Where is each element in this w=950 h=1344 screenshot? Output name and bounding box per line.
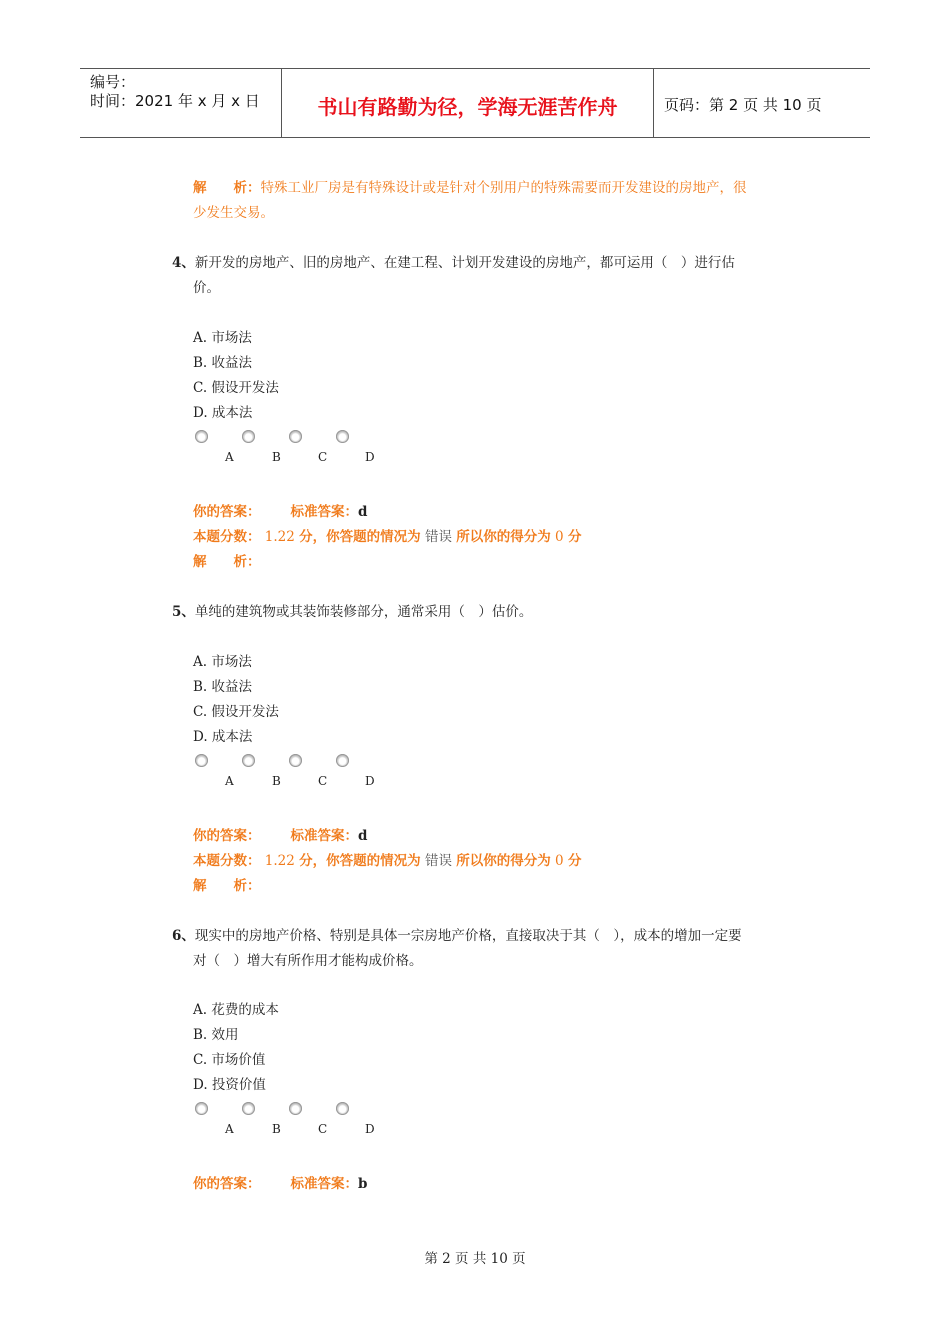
- question-stem: 单纯的建筑物或其装饰装修部分，通常采用（ ）估价。: [194, 604, 533, 620]
- analysis-text: 特殊工业厂房是有特殊设计或是针对个别用户的特殊需要而开发建设的房地产，很: [260, 180, 747, 196]
- question-6-text-cont: 对（ ）增大有所作用才能构成价格。: [193, 953, 423, 969]
- score-mid: 分，你答题的情况为: [299, 529, 421, 545]
- std-answer-value: d: [358, 828, 368, 844]
- option-c: C. 市场价值: [193, 1052, 266, 1068]
- got-value: 0: [555, 529, 564, 545]
- result-value: 错误: [424, 853, 452, 869]
- std-answer-label: 标准答案：: [290, 1176, 358, 1192]
- radio-label-c: C: [318, 774, 328, 788]
- your-answer-label: 你的答案：: [193, 828, 261, 844]
- result-mid: 所以你的得分为: [456, 529, 551, 545]
- score-unit: 分: [567, 529, 582, 545]
- radio-label-d: D: [365, 450, 375, 464]
- option-a: A. 市场法: [193, 654, 252, 670]
- std-answer-value: b: [358, 1176, 368, 1192]
- header-meta: [90, 73, 260, 111]
- radio-label-d: D: [365, 774, 375, 788]
- answer-line: [193, 824, 367, 849]
- time-label: 时间：2021 年 x 月 x 日: [90, 92, 260, 110]
- radio-b[interactable]: [242, 430, 255, 443]
- std-answer-value: d: [358, 504, 368, 520]
- score-label: 本题分数：: [193, 529, 261, 545]
- your-answer-label: 你的答案：: [193, 504, 261, 520]
- result-mid: 所以你的得分为: [456, 853, 551, 869]
- option-c: C. 假设开发法: [193, 704, 279, 720]
- question-number: 6、: [172, 928, 195, 944]
- score-unit: 分: [567, 853, 582, 869]
- radio-label-b: B: [272, 1122, 281, 1136]
- got-value: 0: [555, 853, 564, 869]
- analysis-label: 解 析：: [193, 554, 261, 570]
- score-line: [193, 525, 581, 550]
- radio-label-a: A: [225, 774, 234, 788]
- option-b: B. 效用: [193, 1027, 239, 1043]
- question-5-text: [172, 600, 532, 625]
- header-page-info: 页码：第 2 页 共 10 页: [664, 96, 822, 114]
- question-number: 4、: [172, 255, 195, 271]
- question-4-text-cont: 价。: [193, 280, 220, 296]
- option-d: D. 成本法: [193, 729, 253, 745]
- question-number: 5、: [172, 604, 195, 620]
- question-stem: 现实中的房地产价格、特别是具体一宗房地产价格，直接取决于其（ ），成本的增加一定要: [194, 928, 742, 944]
- page-footer: 第 2 页 共 10 页: [424, 1251, 526, 1267]
- header-divider: [653, 69, 654, 137]
- question-4-text: [172, 251, 735, 276]
- number-label: 编号：: [90, 73, 136, 91]
- option-b: B. 收益法: [193, 679, 253, 695]
- question-6-text: [172, 924, 742, 949]
- score-value: 1.22: [264, 853, 295, 869]
- score-value: 1.22: [264, 529, 295, 545]
- radio-label-b: B: [272, 450, 281, 464]
- prev-analysis-line2: 少发生交易。: [193, 205, 274, 221]
- header-motto: 书山有路勤为径，学海无涯苦作舟: [317, 95, 618, 119]
- radio-label-d: D: [365, 1122, 375, 1136]
- radio-a[interactable]: [195, 754, 208, 767]
- radio-d[interactable]: [336, 1102, 349, 1115]
- score-label: 本题分数：: [193, 853, 261, 869]
- option-a: A. 花费的成本: [193, 1002, 279, 1018]
- option-d: D. 投资价值: [193, 1077, 266, 1093]
- radio-c[interactable]: [289, 430, 302, 443]
- radio-d[interactable]: [336, 754, 349, 767]
- page-header: [80, 68, 870, 138]
- radio-d[interactable]: [336, 430, 349, 443]
- radio-label-c: C: [318, 1122, 328, 1136]
- answer-line: [193, 500, 367, 525]
- option-c: C. 假设开发法: [193, 380, 279, 396]
- radio-label-b: B: [272, 774, 281, 788]
- option-a: A. 市场法: [193, 330, 252, 346]
- question-stem: 新开发的房地产、旧的房地产、在建工程、计划开发建设的房地产，都可运用（ ）进行估: [194, 255, 735, 271]
- radio-c[interactable]: [289, 754, 302, 767]
- radio-b[interactable]: [242, 1102, 255, 1115]
- radio-a[interactable]: [195, 1102, 208, 1115]
- analysis-label: 解 析：: [193, 180, 261, 196]
- radio-label-a: A: [225, 1122, 234, 1136]
- radio-b[interactable]: [242, 754, 255, 767]
- answer-line: [193, 1172, 367, 1197]
- radio-label-a: A: [225, 450, 234, 464]
- radio-c[interactable]: [289, 1102, 302, 1115]
- option-b: B. 收益法: [193, 355, 253, 371]
- std-answer-label: 标准答案：: [290, 504, 358, 520]
- std-answer-label: 标准答案：: [290, 828, 358, 844]
- score-line: [193, 849, 581, 874]
- prev-analysis-line1: [193, 176, 747, 201]
- your-answer-label: 你的答案：: [193, 1176, 261, 1192]
- analysis-label: 解 析：: [193, 878, 261, 894]
- radio-label-c: C: [318, 450, 328, 464]
- result-value: 错误: [424, 529, 452, 545]
- radio-a[interactable]: [195, 430, 208, 443]
- score-mid: 分，你答题的情况为: [299, 853, 421, 869]
- option-d: D. 成本法: [193, 405, 253, 421]
